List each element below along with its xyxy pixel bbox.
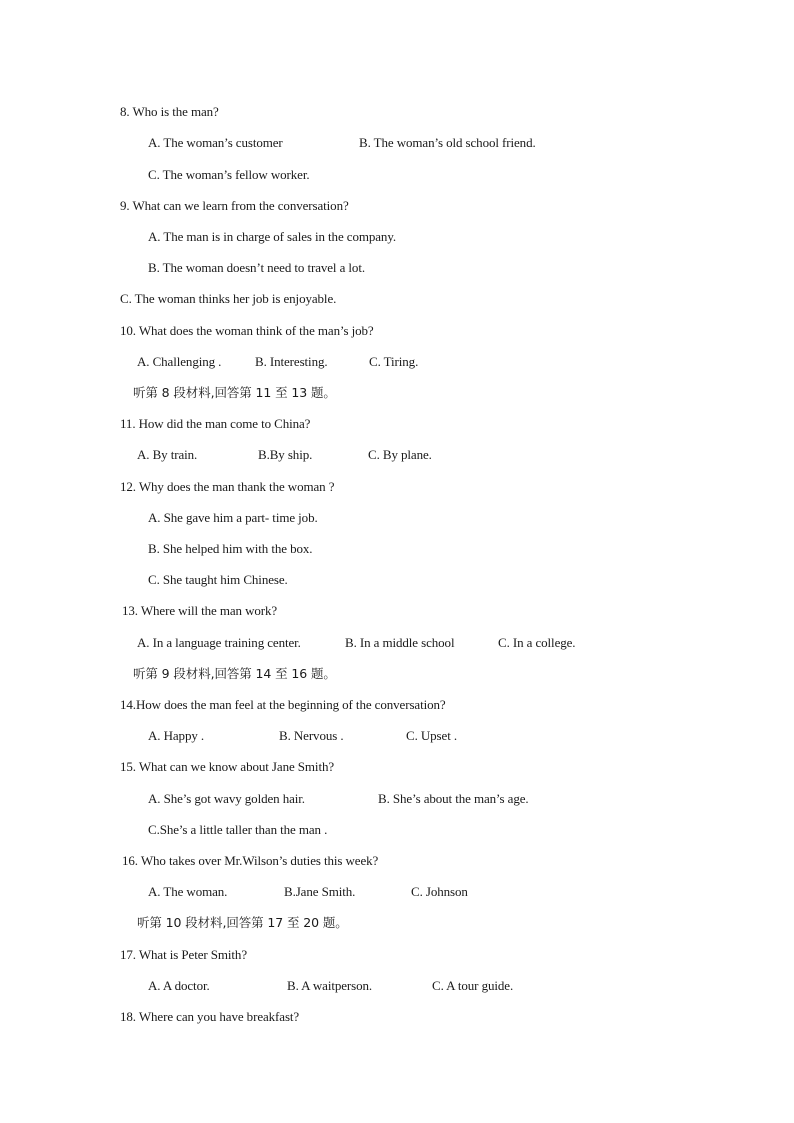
option-16b: B.Jane Smith. (284, 884, 356, 899)
question-8: 8. Who is the man? (120, 104, 219, 119)
option-10b: B. Interesting. (255, 354, 328, 369)
option-12a: A. She gave him a part- time job. (148, 510, 318, 525)
option-11b: B.By ship. (258, 447, 313, 462)
section-header-9: 听第 9 段材料,回答第 14 至 16 题。 (133, 666, 336, 681)
question-13: 13. Where will the man work? (122, 603, 278, 618)
option-8a: A. The woman’s customer (148, 135, 283, 150)
question-12: 12. Why does the man thank the woman ? (120, 479, 335, 494)
question-14: 14.How does the man feel at the beginning of the conversation? (120, 697, 446, 712)
option-15b: B. She’s about the man’s age. (378, 791, 529, 806)
question-16: 16. Who takes over Mr.Wilson’s duties this week? (122, 853, 379, 868)
question-17: 17. What is Peter Smith? (120, 947, 247, 962)
section-header-8: 听第 8 段材料,回答第 11 至 13 题。 (133, 385, 336, 400)
option-14a: A. Happy . (148, 728, 205, 743)
option-15c: C.She’s a little taller than the man . (148, 822, 328, 837)
question-15: 15. What can we know about Jane Smith? (120, 759, 335, 774)
option-9a: A. The man is in charge of sales in the company. (148, 229, 397, 244)
option-11c: C. By plane. (368, 447, 432, 462)
question-11: 11. How did the man come to China? (120, 416, 311, 431)
option-13b: B. In a middle school (345, 635, 455, 650)
option-9c: C. The woman thinks her job is enjoyable. (120, 291, 337, 306)
option-13c: C. In a college. (498, 635, 576, 650)
option-12b: B. She helped him with the box. (148, 541, 313, 556)
option-8c: C. The woman’s fellow worker. (148, 167, 310, 182)
option-14b: B. Nervous . (279, 728, 344, 743)
option-12c: C. She taught him Chinese. (148, 572, 288, 587)
option-16c: C. Johnson (411, 884, 468, 899)
option-10a: A. Challenging . (137, 354, 222, 369)
option-17a: A. A doctor. (148, 978, 210, 993)
question-9: 9. What can we learn from the conversation? (120, 198, 349, 213)
option-16a: A. The woman. (148, 884, 228, 899)
option-13a: A. In a language training center. (137, 635, 301, 650)
option-17b: B. A waitperson. (287, 978, 373, 993)
option-17c: C. A tour guide. (432, 978, 514, 993)
option-14c: C. Upset . (406, 728, 458, 743)
option-10c: C. Tiring. (369, 354, 419, 369)
section-header-10: 听第 10 段材料,回答第 17 至 20 题。 (137, 915, 348, 930)
option-11a: A. By train. (137, 447, 198, 462)
question-10: 10. What does the woman think of the man’s job? (120, 323, 374, 338)
option-9b: B. The woman doesn’t need to travel a lot. (148, 260, 365, 275)
option-8b: B. The woman’s old school friend. (359, 135, 536, 150)
question-18: 18. Where can you have breakfast? (120, 1009, 300, 1024)
option-15a: A. She’s got wavy golden hair. (148, 791, 305, 806)
